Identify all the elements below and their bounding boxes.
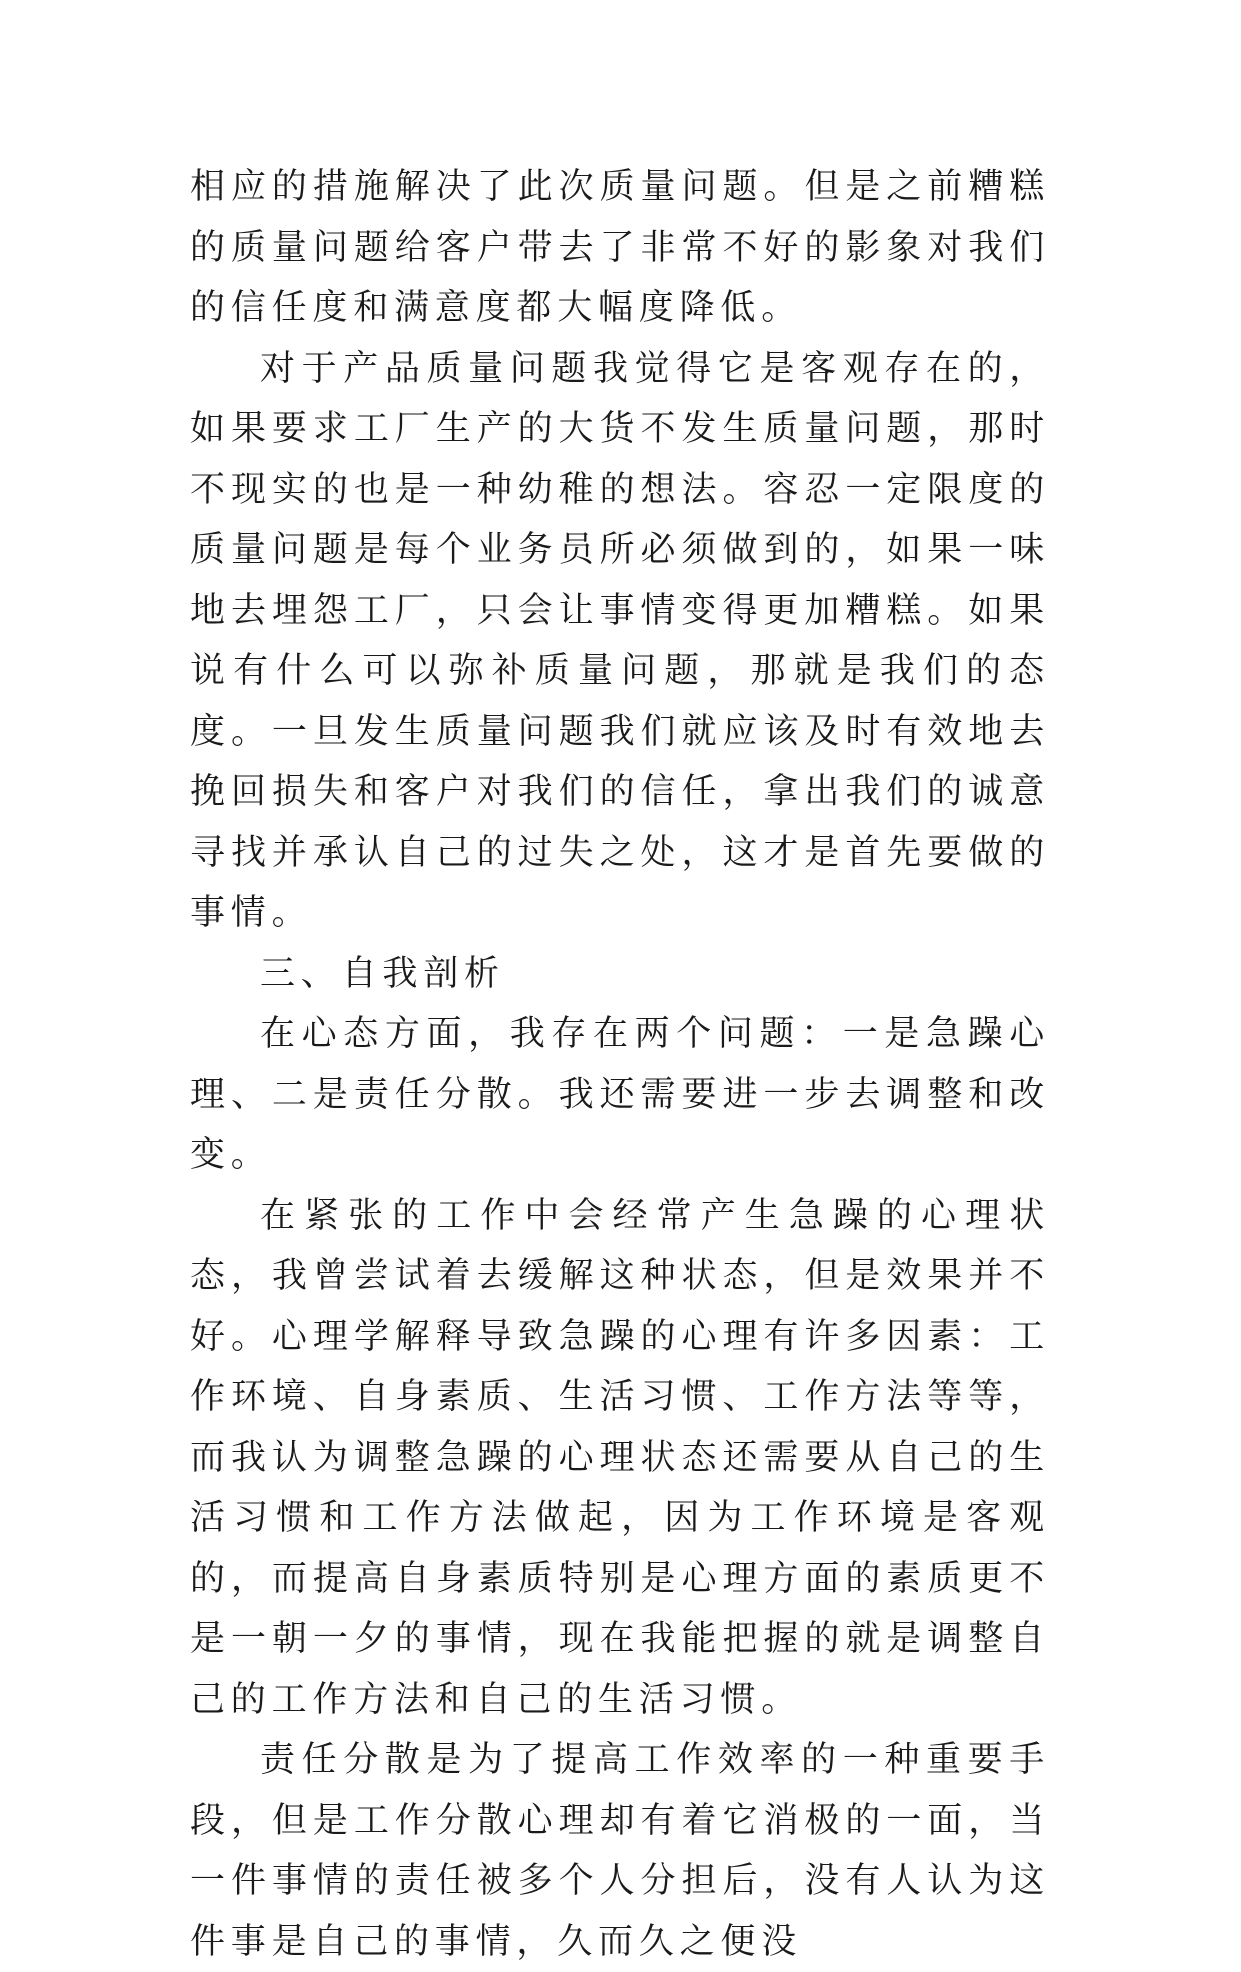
document-body — [190, 157, 1050, 1972]
paragraph-2: 对于产品质量问题我觉得它是客观存在的，如果要求工厂生产的大货不发生质量问题，那时不现实的也是一种幼稚的想法。容忍一定限度的质量问题是每个业务员所必须做到的，如果一味地去埋怨工厂，只会让事情变得更加糟糕。如果说有什么可以弥补质量问题，那就是我们的态度。一旦发生质量问题我们就应该及时有效地去挽回损失和客户对我们的信任，拿出我们的诚意寻找并承认自己的过失之处，这才是首先要做的事情。 — [190, 348, 1050, 933]
paragraph-1: 相应的措施解决了此次质量问题。但是之前糟糕的质量问题给客户带去了非常不好的影象对我们的信任度和满意度都大幅度降低。 — [190, 167, 1050, 328]
section-heading-self-analysis: 三、自我剖析 — [260, 953, 505, 994]
paragraph-3: 在心态方面，我存在两个问题：一是急躁心理、二是责任分散。我还需要进一步去调整和改变。 — [190, 1014, 1050, 1175]
paragraph-4: 在紧张的工作中会经常产生急躁的心理状态，我曾尝试着去缓解这种状态，但是效果并不好。心理学解释导致急躁的心理有许多因素：工作环境、自身素质、生活习惯、工作方法等等，而我认为调整急躁的心理状态还需要从自己的生活习惯和工作方法做起，因为工作环境是客观的，而提高自身素质特别是心理方面的素质更不是一朝一夕的事情，现在我能把握的就是调整自己的工作方法和自己的生活习惯。 — [190, 1195, 1050, 1720]
paragraph-5: 责任分散是为了提高工作效率的一种重要手段，但是工作分散心理却有着它消极的一面，当一件事情的责任被多个人分担后，没有人认为这件事是自己的事情，久而久之便没 — [190, 1740, 1050, 1962]
